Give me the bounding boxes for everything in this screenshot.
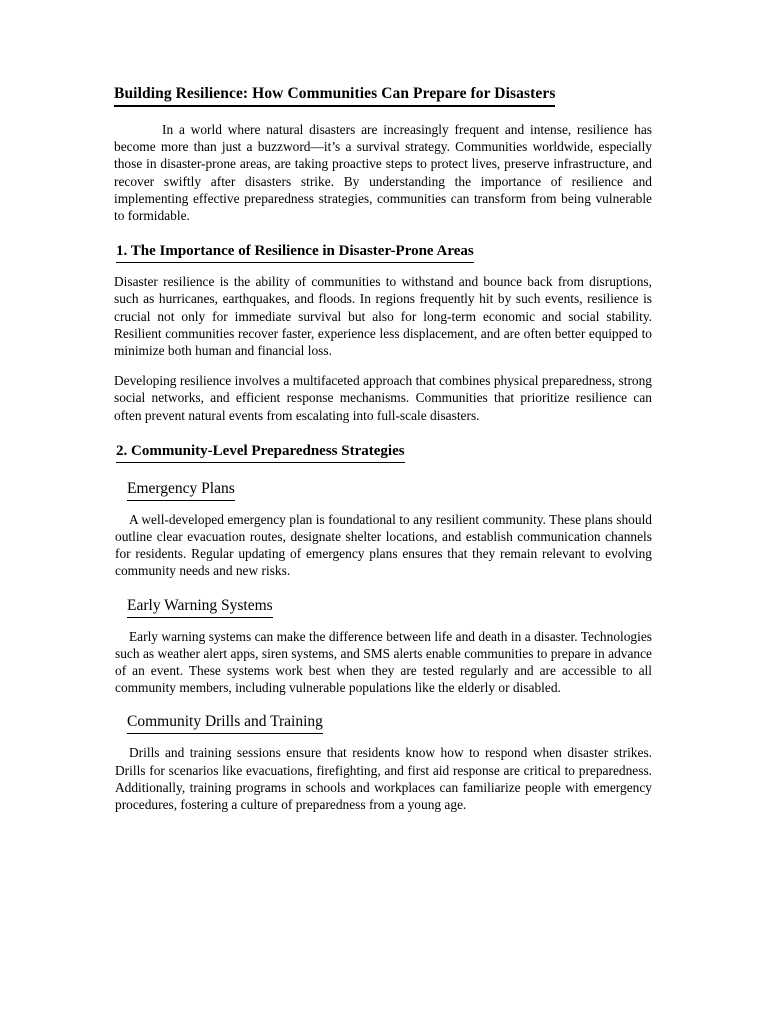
- subsection-heading-early-warning-systems-text: Early Warning Systems: [127, 596, 273, 618]
- subsection-paragraph-early-warning-systems: Early warning systems can make the difference between life and death in a disaster. Technologies such as weather alert apps, siren systems, and SMS alerts enable communities to prepare in advance of an event. These systems work best when they are tested regularly and are accessible to all community members, including vulnerable populations like the elderly or disabled.: [115, 628, 652, 696]
- page-title-text: Building Resilience: How Communities Can Prepare for Disasters: [114, 84, 555, 107]
- section-heading-2: [114, 442, 652, 463]
- subsection-heading-emergency-plans: [114, 479, 652, 501]
- subsection-heading-community-drills-and-training: [114, 712, 652, 734]
- page-title: [114, 84, 652, 107]
- subsection-heading-emergency-plans-text: Emergency Plans: [127, 479, 235, 501]
- subsection-paragraph-emergency-plans: A well-developed emergency plan is foundational to any resilient community. These plans should outline clear evacuation routes, designate shelter locations, and establish communication channels for residents. Regular updating of emergency plans ensures that they remain relevant to evolving community needs and new risks.: [115, 511, 652, 579]
- section-heading-1-text: 1. The Importance of Resilience in Disaster-Prone Areas: [116, 242, 474, 263]
- subsection-heading-community-drills-and-training-text: Community Drills and Training: [127, 712, 323, 734]
- section-heading-2-text: 2. Community-Level Preparedness Strategies: [116, 442, 405, 463]
- intro-paragraph: In a world where natural disasters are increasingly frequent and intense, resilience has become more than just a buzzword—it’s a survival strategy. Communities worldwide, especially those in disaster-prone areas, are taking proactive steps to protect lives, preserve infrastructure, and recover swiftly after disasters strike. By understanding the importance of resilience and implementing effective preparedness strategies, communities can transform from being vulnerable to formidable.: [114, 122, 652, 224]
- subsection-paragraph-community-drills-and-training: Drills and training sessions ensure that residents know how to respond when disaster strikes. Drills for scenarios like evacuations, firefighting, and first aid response are critical to preparedness. Additionally, training programs in schools and workplaces can familiarize people with emergency procedures, fostering a culture of preparedness from a young age.: [115, 745, 652, 813]
- subsection-heading-early-warning-systems: [114, 596, 652, 618]
- section-1-paragraph-2: Developing resilience involves a multifaceted approach that combines physical preparedness, strong social networks, and efficient response mechanisms. Communities that prioritize resilience can often prevent natural events from escalating into full-scale disasters.: [114, 373, 652, 423]
- section-1-paragraph-1: Disaster resilience is the ability of communities to withstand and bounce back from disruptions, such as hurricanes, earthquakes, and floods. In regions frequently hit by such events, resilience is crucial not only for immediate survival but also for long-term economic and social stability. Resilient communities recover faster, experience less displacement, and are often better equipped to minimize both human and financial loss.: [114, 274, 652, 359]
- section-heading-1: [114, 242, 652, 263]
